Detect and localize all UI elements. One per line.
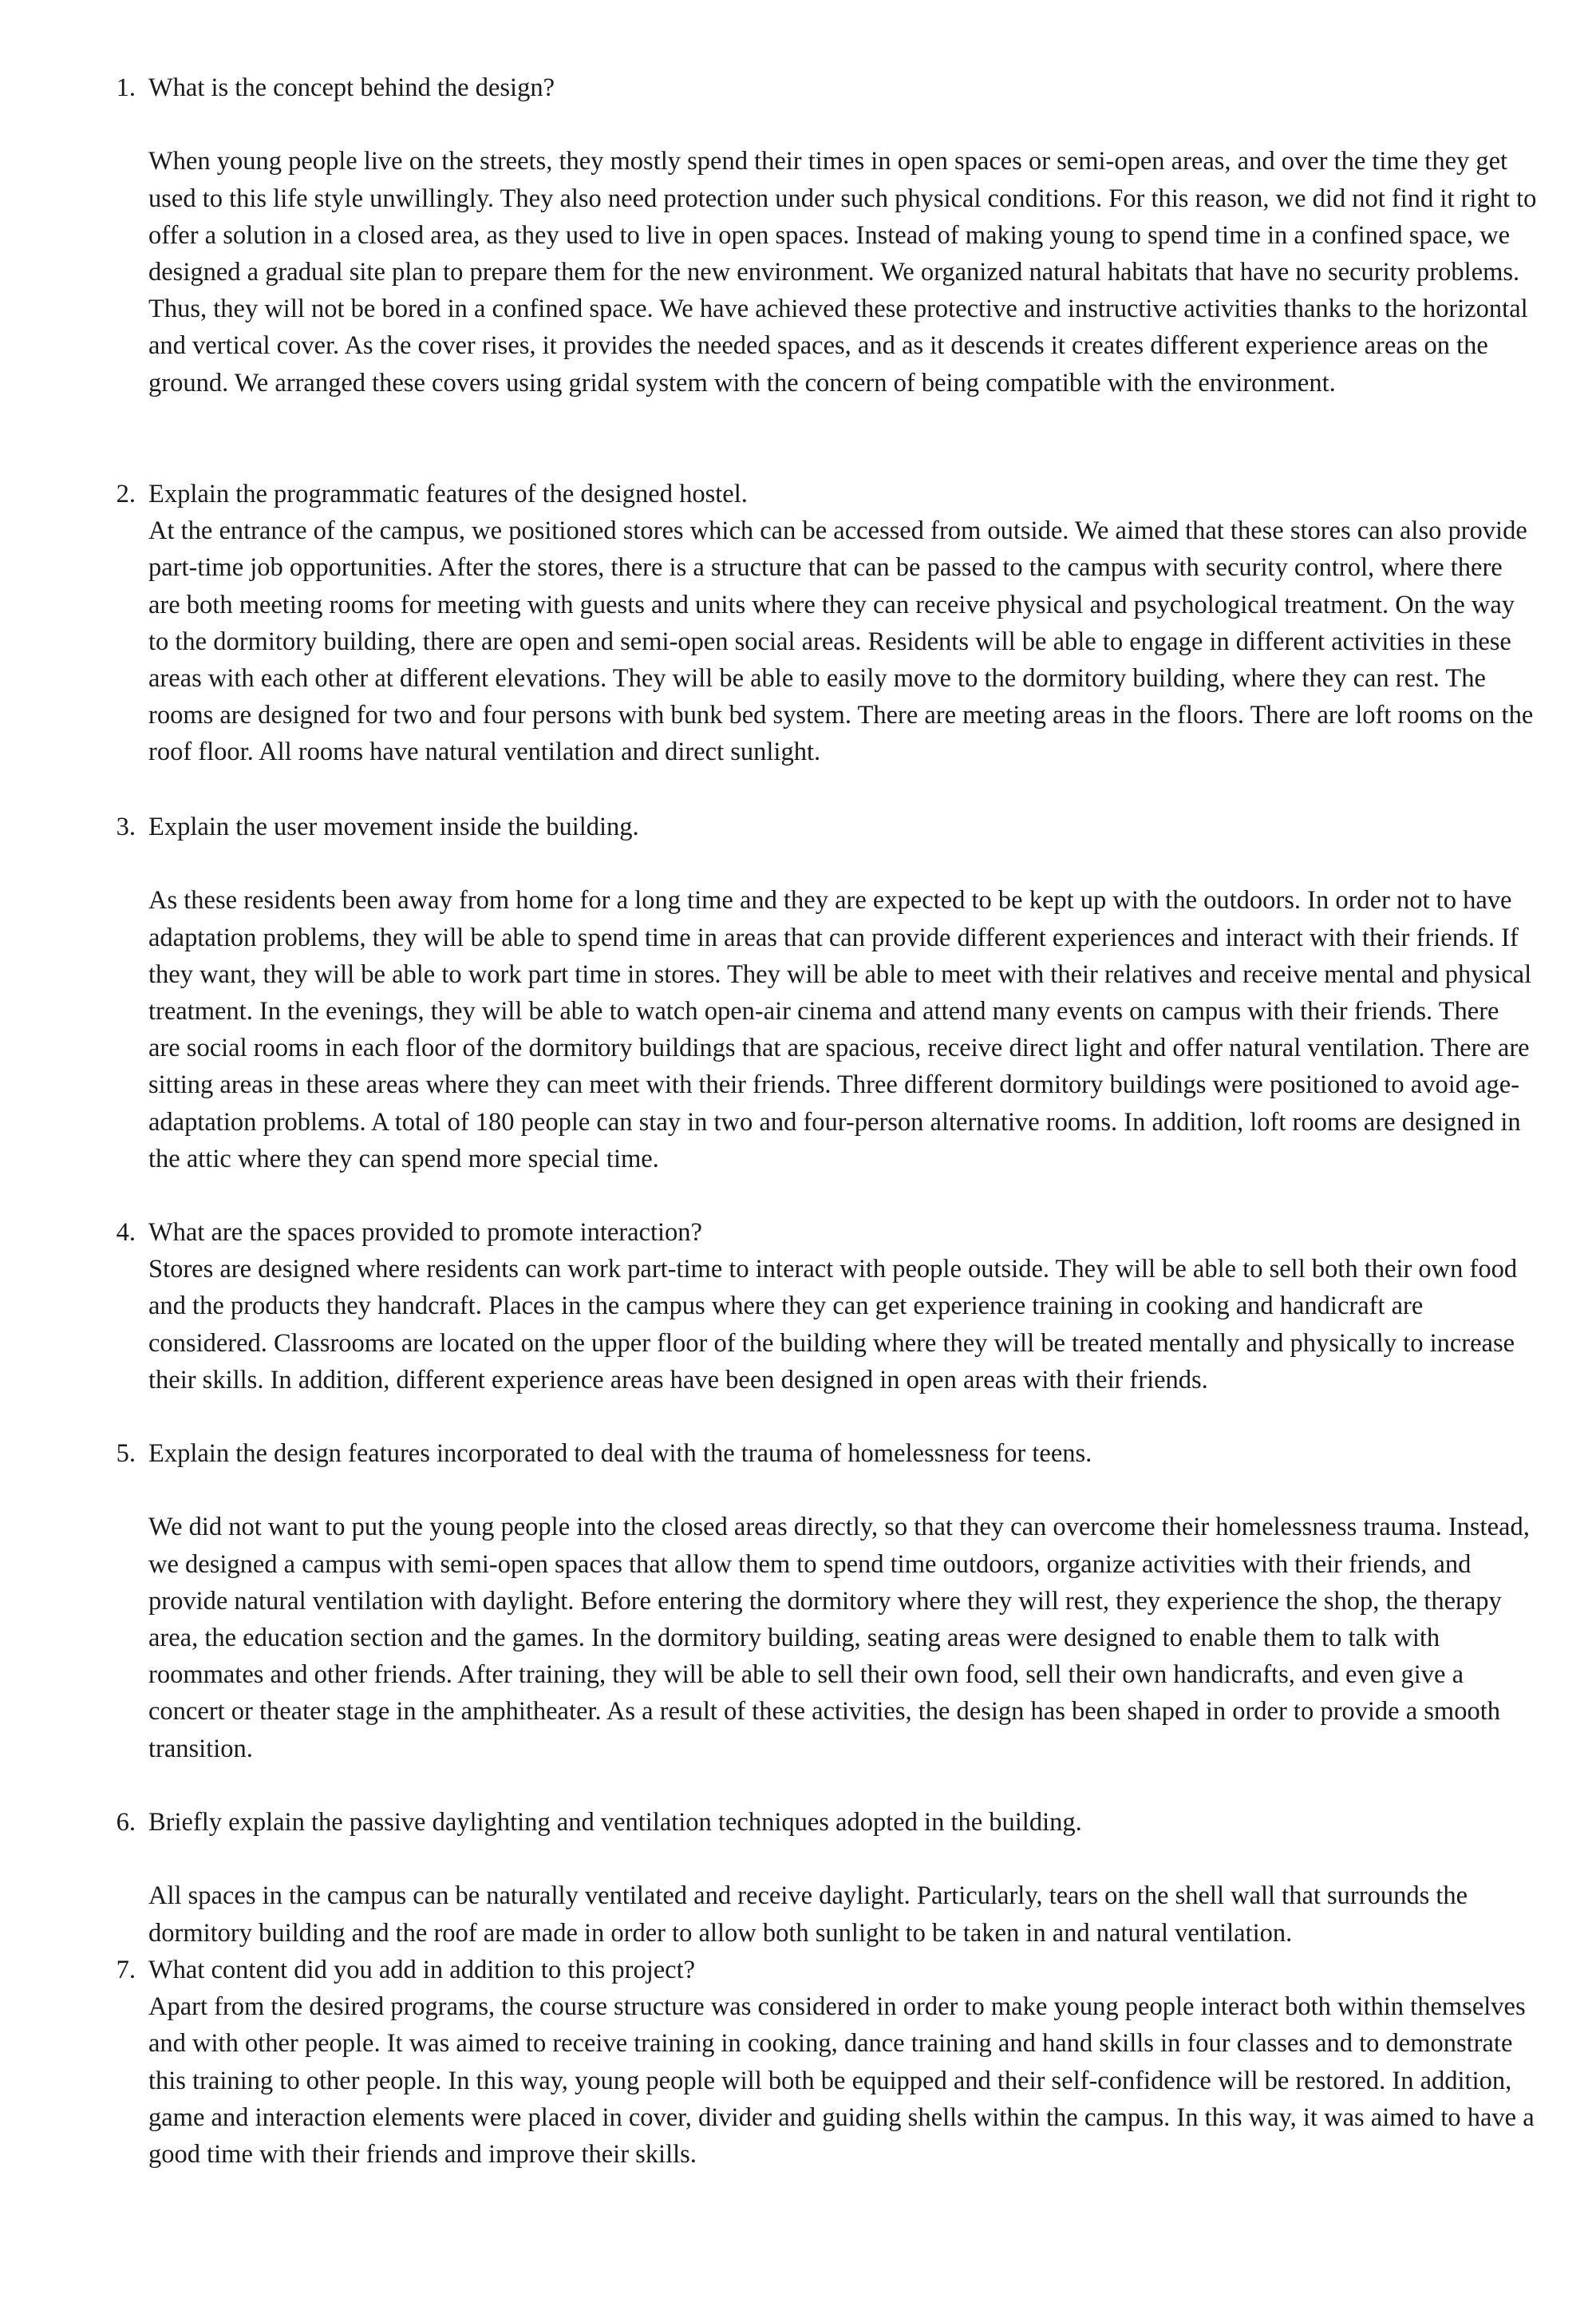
- question-number: 7.: [116, 1956, 136, 1984]
- question-text: Explain the user movement inside the building.: [148, 813, 639, 841]
- answer-text: All spaces in the campus can be naturally ventilated and receive daylight. Particularly, tears on the shell wall that surrounds the dormitory building and the roof are made in order to allow both sunlight to be taken in and natural ventilation.: [148, 1881, 1468, 1948]
- question-number: 5.: [116, 1439, 136, 1468]
- question-number: 3.: [116, 813, 136, 841]
- answer-text: Apart from the desired programs, the course structure was considered in order to make young people interact both within themselves and with other people. It was aimed to receive training in cooking, dance training and hand skills in four classes and to demonstrate this training to other people. In this way, young people will both be equipped and their self-confidence will be restored. In addition, game and interaction elements were placed in cover, divider and guiding shells within the campus. In this way, it was aimed to have a good time with their friends and improve their skills.: [148, 1992, 1535, 2170]
- question-item-1: [116, 69, 1537, 401]
- question-text: Explain the design features incorporated to deal with the trauma of homelessness for teens.: [148, 1439, 1092, 1468]
- question-item-3: [116, 809, 1537, 1177]
- question-text: What content did you add in addition to this project?: [148, 1956, 696, 1984]
- question-number: 6.: [116, 1808, 136, 1837]
- question-number: 1.: [116, 73, 136, 102]
- question-text: Explain the programmatic features of the designed hostel.: [148, 480, 748, 508]
- answer-text: We did not want to put the young people into the closed areas directly, so that they can overcome their homelessness trauma. Instead, we designed a campus with semi-open spaces that allow them to spend time outdoors, organize activities with their friends, and provide natural ventilation with daylight. Before entering the dormitory where they will rest, they experience the shop, the therapy area, the education section and the games. In the dormitory building, seating areas were designed to enable them to talk with roommates and other friends. After training, they will be able to sell their own food, sell their own handicrafts, and even give a concert or theater stage in the amphitheater. As a result of these activities, the design has been shaped in order to provide a smooth transition.: [148, 1513, 1530, 1763]
- question-item-5: [116, 1435, 1537, 1767]
- question-item-2: [116, 476, 1537, 771]
- question-number: 4.: [116, 1218, 136, 1247]
- question-item-7: [116, 1952, 1537, 2173]
- question-text: What are the spaces provided to promote interaction?: [148, 1218, 702, 1247]
- question-item-4: [116, 1214, 1537, 1398]
- question-text: Briefly explain the passive daylighting and ventilation techniques adopted in the building.: [148, 1808, 1082, 1837]
- question-number: 2.: [116, 480, 136, 508]
- answer-text: At the entrance of the campus, we positioned stores which can be accessed from outside. We aimed that these stores can also provide part-time job opportunities. After the stores, there is a structure that can be passed to the campus with security control, where there are both meeting rooms for meeting with guests and units where they can receive physical and psychological treatment. On the way to the dormitory building, there are open and semi-open social areas. Residents will be able to engage in different activities in these areas with each other at different elevations. They will be able to easily move to the dormitory building, where they can rest. The rooms are designed for two and four persons with bunk bed system. There are meeting areas in the floors. There are loft rooms on the roof floor. All rooms have natural ventilation and direct sunlight.: [148, 516, 1534, 767]
- answer-text: Stores are designed where residents can work part-time to interact with people outside. They will be able to sell both their own food and the products they handcraft. Places in the campus where they can get experience training in cooking and handicraft are considered. Classrooms are located on the upper floor of the building where they will be treated mentally and physically to increase their skills. In addition, different experience areas have been designed in open areas with their friends.: [148, 1255, 1518, 1394]
- answer-text: As these residents been away from home for a long time and they are expected to be kept up with the outdoors. In order not to have adaptation problems, they will be able to spend time in areas that can provide different experiences and interact with their friends. If they want, they will be able to work part time in stores. They will be able to meet with their relatives and receive mental and physical treatment. In the evenings, they will be able to watch open-air cinema and attend many events on campus with their friends. There are social rooms in each floor of the dormitory buildings that are spacious, receive direct light and offer natural ventilation. There are sitting areas in these areas where they can meet with their friends. Three different dormitory buildings were positioned to avoid age-adaptation problems. A total of 180 people can stay in two and four-person alternative rooms. In addition, loft rooms are designed in the attic where they can spend more special time.: [148, 886, 1532, 1173]
- answer-text: When young people live on the streets, they mostly spend their times in open spaces or semi-open areas, and over the time they get used to this life style unwillingly. They also need protection under such physical conditions. For this reason, we did not find it right to offer a solution in a closed area, as they used to live in open spaces. Instead of making young to spend time in a confined space, we designed a gradual site plan to prepare them for the new environment. We organized natural habitats that have no security problems. Thus, they will not be bored in a confined space. We have achieved these protective and instructive activities thanks to the horizontal and vertical cover. As the cover rises, it provides the needed spaces, and as it descends it creates different experience areas on the ground. We arranged these covers using gridal system with the concern of being compatible with the environment.: [148, 147, 1537, 398]
- question-text: What is the concept behind the design?: [148, 73, 555, 102]
- question-item-6: [116, 1804, 1537, 1952]
